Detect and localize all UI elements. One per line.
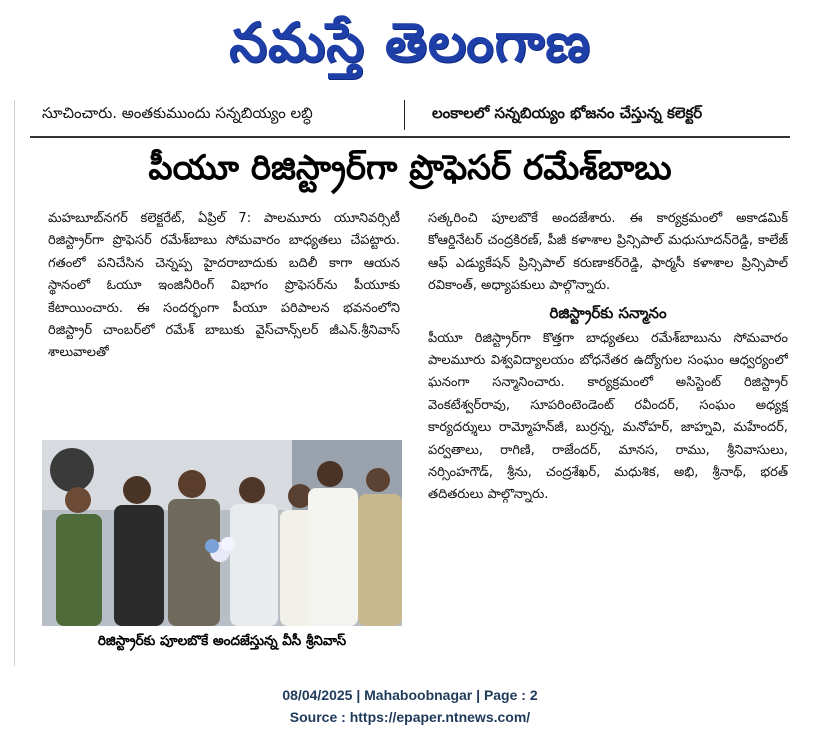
article-body-right-part1: సత్కరించి పూలబొకే అందజేశారు. ఈ కార్యక్రమంలో అకాడమిక్ కోఆర్డినేటర్ చంద్రకిరణ్, పీజీ కళాశాల ప్రిన్సిపాల్ మధుసూదన్‌రెడ్డి, కాలేజ్ ఆఫ్ ఎడ్యుకేషన్ ప్రిన్సిపాల్ కరుణాకర్‌రెడ్డి, ఫార్మసీ కళాశాల ప్రిన్సిపాల్ రవికాంత్, అధ్యాపకులు పాల్గొన్నారు.: [428, 211, 788, 294]
article-body-right-part2: పీయూ రిజిస్ట్రార్‌గా కొత్తగా బాధ్యతలు రమేశ్‌బాబును సోమవారం పాలమూరు విశ్వవిద్యాలయం బోధనేతర ఉద్యోగుల సంఘం ఆధ్వర్యంలో ఘనంగా సన్మానించారు. కార్యక్రమంలో అసిస్టెంట్ రిజిస్ట్రార్ వెంకటేశ్వర్‌రావు, సూపరింటెండెంట్ రవీందర్, సంఘం అధ్యక్ష కార్యదర్శులు రామ్మోహన్‌జీ, బుర్రన్న, మనోహర్, జాహ్నవి, మహేందర్, పర్వతాలు, రాగిణి, రాజేందర్, మానస, రాము, శ్రీనివాసులు, నర్సింహగౌడ్, శ్రీను, చంద్రశేఖర్, మధుశిక, అభి, శ్రీనాథ్, భరత్ తదితరులు పాల్గొన్నారు.: [428, 330, 788, 503]
epaper-footer: [0, 684, 820, 728]
news-photo: [42, 440, 402, 626]
previous-article-snippet: సూచించారు. అంతకుముందు సన్నబియ్యం లబ్ధి: [42, 104, 313, 122]
column-divider: [404, 100, 405, 130]
adjacent-photo-caption: లంకాలలో సన్నబియ్యం భోజనం చేస్తున్న కలెక్టర్: [432, 104, 703, 122]
photo-caption: రిజిస్ట్రార్‌కు పూలబొకే అందజేస్తున్న వీసీ శ్రీనివాస్: [97, 633, 347, 649]
article-body-left: మహబూబ్‌నగర్ కలెక్టరేట్, ఏప్రిల్ 7: పాలమూరు యూనివర్సిటీ రిజిస్ట్రార్‌గా ప్రొఫెసర్ రమేశ్‌బాబు సోమవారం బాధ్యతలు చేపట్టారు. గతంలో పనిచేసిన చెన్నప్ప హైదరాబాదుకు బదిలీ కాగా ఆయన స్థానంలో ఓయూ ఇంజినీరింగ్ విభాగం ప్రొఫెసర్‌ను పీయూకు కేటాయించారు. ఈ సందర్భంగా పీయూ పరిపాలన భవనంలోని రిజిస్ట్రార్ చాంబర్‌లో రమేశ్ బాబుకు వైస్‌చాన్స్‌లర్ జీఎన్.శ్రీనివాస్ శాలువాలతో: [48, 211, 400, 361]
article-body-right: [428, 208, 788, 664]
edition-info: 08/04/2025 | Mahaboobnagar | Page : 2: [282, 687, 538, 703]
group-photo-illustration: [42, 440, 402, 626]
source-link[interactable]: Source : https://epaper.ntnews.com/: [289, 709, 531, 725]
newspaper-masthead: నమస్తే తెలంగాణ: [229, 10, 591, 74]
article-headline: పీయూ రిజిస్ట్రార్‌గా ప్రొఫెసర్ రమేశ్‌బాబు: [148, 148, 672, 188]
article-subheading: రిజిస్ట్రార్‌కు సన్మానం: [549, 303, 667, 322]
